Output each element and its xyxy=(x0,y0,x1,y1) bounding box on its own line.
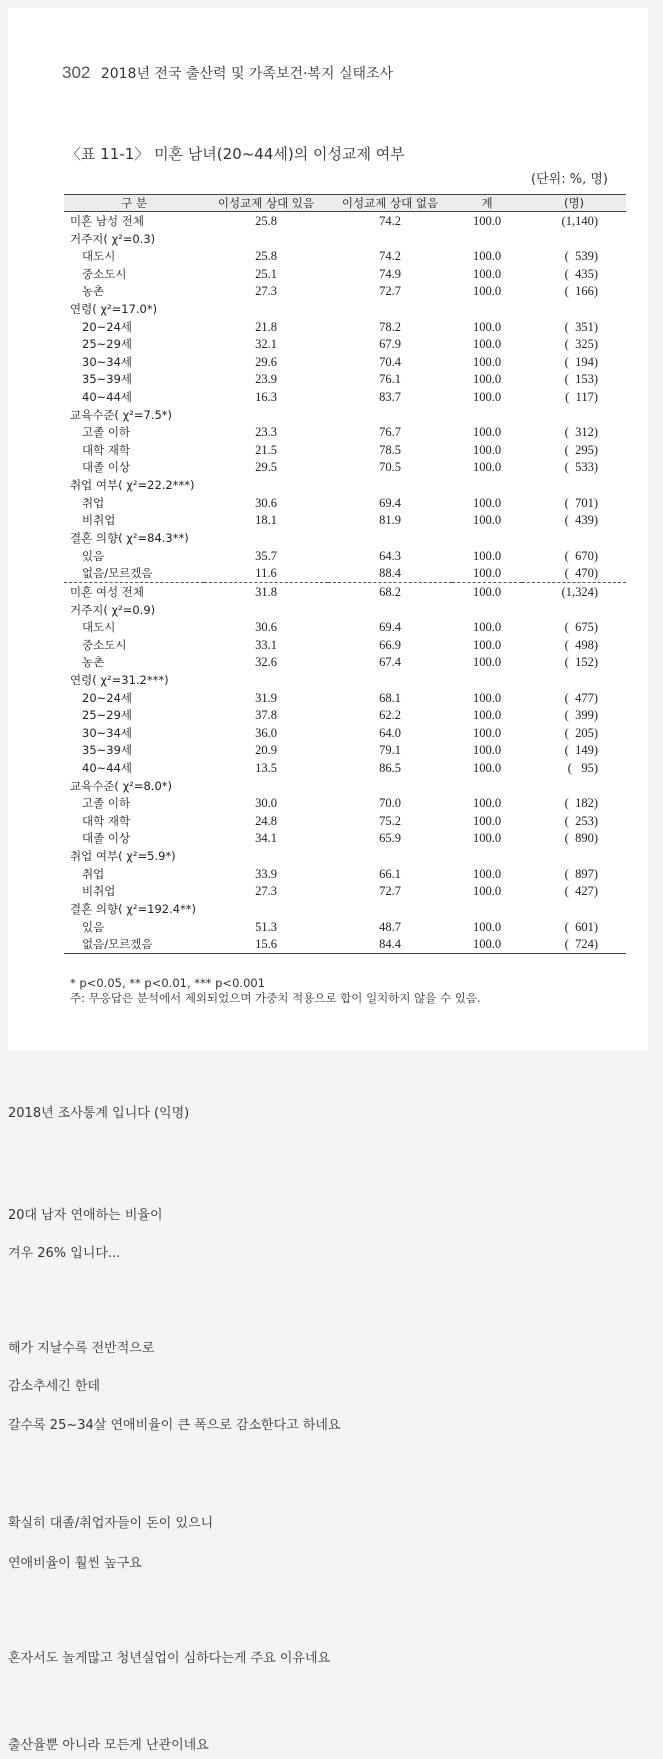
row-label: 30~34세 xyxy=(82,354,133,369)
group-label: 취업 여부( χ²=5.9*) xyxy=(70,849,176,863)
significance-note: * p<0.05, ** p<0.01, *** p<0.001 xyxy=(70,976,266,990)
post-line: 출산율뿐 아니라 모든게 난관이네요 xyxy=(8,1738,209,1753)
without-partner-cell: 79.1 xyxy=(379,743,401,758)
with-partner-cell: 21.5 xyxy=(255,442,277,457)
page-header xyxy=(62,63,393,83)
column-header: 이성교제 상대 없음 xyxy=(328,195,452,212)
column-header: 구 분 xyxy=(64,195,204,212)
with-partner-cell: 31.8 xyxy=(255,584,277,599)
row-label: 대도시 xyxy=(82,249,116,264)
row-label: 대졸 이상 xyxy=(82,831,131,846)
row-label: 35~39세 xyxy=(82,743,133,758)
empty-cell xyxy=(204,476,626,494)
total-cell: 100.0 xyxy=(472,708,502,723)
count-cell: ( 498) xyxy=(564,637,598,652)
row-label: 비취업 xyxy=(82,884,116,899)
table-row xyxy=(64,759,626,777)
count-cell: ( 670) xyxy=(564,548,598,563)
table-row xyxy=(64,689,626,707)
post-line: 확실히 대졸/취업자들이 돈이 있으니 xyxy=(8,1516,214,1531)
without-partner-cell: 72.7 xyxy=(379,884,401,899)
table-body xyxy=(64,212,626,954)
total-cell: 100.0 xyxy=(472,442,502,457)
without-partner-cell: 76.7 xyxy=(379,425,401,440)
without-partner-cell: 78.2 xyxy=(379,319,401,334)
with-partner-cell: 29.5 xyxy=(255,460,277,475)
total-cell: 100.0 xyxy=(472,813,502,828)
group-label: 결혼 의향( χ²=84.3**) xyxy=(70,531,189,545)
table-row xyxy=(64,424,626,442)
total-cell: 100.0 xyxy=(472,460,502,475)
count-cell: ( 149) xyxy=(564,743,598,758)
count-cell: ( 182) xyxy=(564,796,598,811)
table-row xyxy=(64,265,626,283)
table-row xyxy=(64,883,626,901)
total-cell: 100.0 xyxy=(472,866,502,881)
group-label: 거주지( χ²=0.3) xyxy=(70,231,156,246)
row-label: 있음 xyxy=(82,919,105,934)
group-label: 거주지( χ²=0.9) xyxy=(70,602,156,617)
count-cell: ( 166) xyxy=(564,284,598,299)
count-cell: ( 312) xyxy=(564,425,598,440)
total-cell: 100.0 xyxy=(472,690,502,705)
total-cell: 100.0 xyxy=(472,389,502,404)
group-label: 취업 여부( χ²=22.2***) xyxy=(70,478,195,492)
row-label: 대학 재학 xyxy=(82,813,131,828)
empty-cell xyxy=(204,847,626,865)
column-header: 계 xyxy=(452,195,522,212)
with-partner-cell: 33.1 xyxy=(255,637,277,652)
footnote: 주: 무응답은 분석에서 제외되었으며 가중치 적용으로 합이 일치하지 않을 수 있음. xyxy=(70,991,481,1005)
total-cell: 100.0 xyxy=(472,831,502,846)
row-label: 농촌 xyxy=(82,655,105,670)
row-label: 미혼 남성 전체 xyxy=(70,213,144,228)
table-row xyxy=(64,336,626,354)
total-cell: 100.0 xyxy=(472,919,502,934)
count-cell: ( 295) xyxy=(564,442,598,457)
total-cell: 100.0 xyxy=(452,565,522,583)
post-line: 감소추세긴 한데 xyxy=(8,1379,101,1394)
count-cell: ( 152) xyxy=(564,655,598,670)
empty-cell xyxy=(204,671,626,689)
column-header: 이성교제 상대 있음 xyxy=(204,195,328,212)
document-scan xyxy=(8,8,648,1050)
table-row xyxy=(64,476,626,494)
row-label: 25~29세 xyxy=(82,708,133,723)
table-row xyxy=(64,283,626,301)
total-cell: 100.0 xyxy=(452,936,522,954)
without-partner-cell: 88.4 xyxy=(328,565,452,583)
row-label: 25~29세 xyxy=(82,337,133,352)
count-cell: ( 325) xyxy=(564,337,598,352)
row-label: 35~39세 xyxy=(82,372,133,387)
table-row xyxy=(64,565,626,583)
without-partner-cell: 64.0 xyxy=(379,725,401,740)
without-partner-cell: 74.2 xyxy=(379,213,401,228)
with-partner-cell: 51.3 xyxy=(255,919,277,934)
post-line: 갈수록 25~34살 연애비율이 큰 폭으로 감소한다고 하네요 xyxy=(8,1418,341,1433)
count-cell: ( 701) xyxy=(564,495,598,510)
table-header-row xyxy=(64,195,626,212)
row-label: 40~44세 xyxy=(82,760,133,775)
total-cell: 100.0 xyxy=(472,548,502,563)
with-partner-cell: 30.6 xyxy=(255,495,277,510)
count-cell: ( 897) xyxy=(564,866,598,881)
without-partner-cell: 62.2 xyxy=(379,708,401,723)
count-cell: ( 539) xyxy=(564,249,598,264)
row-label: 대학 재학 xyxy=(82,442,131,457)
table-row xyxy=(64,654,626,672)
with-partner-cell: 21.8 xyxy=(255,319,277,334)
data-table xyxy=(64,194,626,954)
table-row xyxy=(64,353,626,371)
without-partner-cell: 68.2 xyxy=(379,584,401,599)
with-partner-cell: 34.1 xyxy=(255,831,277,846)
total-cell: 100.0 xyxy=(472,884,502,899)
count-cell: ( 533) xyxy=(564,460,598,475)
with-partner-cell: 31.9 xyxy=(255,690,277,705)
row-label: 40~44세 xyxy=(82,389,133,404)
table-row xyxy=(64,636,626,654)
with-partner-cell: 24.8 xyxy=(255,813,277,828)
table-row xyxy=(64,601,626,619)
total-cell: 100.0 xyxy=(472,284,502,299)
count-cell: ( 427) xyxy=(564,884,598,899)
empty-cell xyxy=(204,777,626,795)
post-line: 겨우 26% 입니다... xyxy=(8,1246,121,1261)
empty-cell xyxy=(204,406,626,424)
row-label: 취업 xyxy=(82,866,105,881)
total-cell: 100.0 xyxy=(472,337,502,352)
table-row xyxy=(64,494,626,512)
total-cell: 100.0 xyxy=(472,319,502,334)
table-row xyxy=(64,212,626,230)
post-line: 20대 남자 연애하는 비율이 xyxy=(8,1208,163,1223)
table-row xyxy=(64,742,626,760)
total-cell: 100.0 xyxy=(472,425,502,440)
row-label: 20~24세 xyxy=(82,690,133,705)
table-row xyxy=(64,547,626,565)
with-partner-cell: 25.8 xyxy=(255,249,277,264)
count-cell: ( 724) xyxy=(522,936,626,954)
without-partner-cell: 70.4 xyxy=(379,354,401,369)
without-partner-cell: 69.4 xyxy=(379,620,401,635)
row-label: 중소도시 xyxy=(82,637,127,652)
table-row xyxy=(64,512,626,530)
column-header: (명) xyxy=(522,195,626,212)
report-title: 2018년 전국 출산력 및 가족보건·복지 실태조사 xyxy=(100,66,394,82)
without-partner-cell: 68.1 xyxy=(379,690,401,705)
without-partner-cell: 72.7 xyxy=(379,284,401,299)
total-cell: 100.0 xyxy=(472,760,502,775)
total-cell: 100.0 xyxy=(472,513,502,528)
with-partner-cell: 18.1 xyxy=(255,513,277,528)
table-row xyxy=(64,900,626,918)
post-line: 혼자서도 놀게많고 청년실업이 심하다는게 주요 이유네요 xyxy=(8,1651,331,1666)
without-partner-cell: 66.9 xyxy=(379,637,401,652)
total-cell: 100.0 xyxy=(472,743,502,758)
table-row xyxy=(64,371,626,389)
total-cell: 100.0 xyxy=(472,249,502,264)
row-label: 없음/모르겠음 xyxy=(64,565,204,583)
row-label: 30~34세 xyxy=(82,725,133,740)
table-row xyxy=(64,248,626,266)
table-row xyxy=(64,777,626,795)
count-cell: ( 435) xyxy=(564,266,598,281)
row-label: 없음/모르겠음 xyxy=(64,936,204,954)
table-row xyxy=(64,230,626,248)
with-partner-cell: 13.5 xyxy=(255,760,277,775)
without-partner-cell: 69.4 xyxy=(379,495,401,510)
total-cell: 100.0 xyxy=(472,354,502,369)
without-partner-cell: 65.9 xyxy=(379,831,401,846)
count-cell: ( 205) xyxy=(564,725,598,740)
total-cell: 100.0 xyxy=(472,372,502,387)
post-line: 해가 지날수록 전반적으로 xyxy=(8,1341,155,1356)
row-label: 중소도시 xyxy=(82,266,127,281)
empty-cell xyxy=(204,529,626,547)
with-partner-cell: 23.9 xyxy=(255,372,277,387)
count-cell: ( 890) xyxy=(564,831,598,846)
count-cell: ( 194) xyxy=(564,354,598,369)
table-row xyxy=(64,441,626,459)
row-label: 대도시 xyxy=(82,620,116,635)
with-partner-cell: 27.3 xyxy=(255,884,277,899)
row-label: 있음 xyxy=(82,548,105,563)
count-cell: ( 153) xyxy=(564,372,598,387)
with-partner-cell: 15.6 xyxy=(204,936,328,954)
total-cell: 100.0 xyxy=(472,495,502,510)
row-label: 고졸 이하 xyxy=(82,796,131,811)
without-partner-cell: 74.2 xyxy=(379,249,401,264)
group-label: 연령( χ²=17.0*) xyxy=(70,302,158,316)
total-cell: 100.0 xyxy=(472,584,502,599)
table-row xyxy=(64,406,626,424)
row-label: 20~24세 xyxy=(82,319,133,334)
with-partner-cell: 32.6 xyxy=(255,655,277,670)
group-label: 연령( χ²=31.2***) xyxy=(70,673,169,687)
without-partner-cell: 48.7 xyxy=(379,919,401,934)
without-partner-cell: 84.4 xyxy=(328,936,452,954)
without-partner-cell: 83.7 xyxy=(379,389,401,404)
table-row xyxy=(64,300,626,318)
post-line: 2018년 조사통계 입니다 (익명) xyxy=(8,1106,190,1121)
table-row xyxy=(64,795,626,813)
with-partner-cell: 27.3 xyxy=(255,284,277,299)
without-partner-cell: 70.5 xyxy=(379,460,401,475)
table-row xyxy=(64,388,626,406)
without-partner-cell: 67.9 xyxy=(379,337,401,352)
total-cell: 100.0 xyxy=(472,637,502,652)
table-row xyxy=(64,936,626,954)
with-partner-cell: 23.3 xyxy=(255,425,277,440)
total-cell: 100.0 xyxy=(472,266,502,281)
table-row xyxy=(64,865,626,883)
with-partner-cell: 30.6 xyxy=(255,620,277,635)
without-partner-cell: 70.0 xyxy=(379,796,401,811)
row-label: 취업 xyxy=(82,495,105,510)
with-partner-cell: 36.0 xyxy=(255,725,277,740)
with-partner-cell: 16.3 xyxy=(255,389,277,404)
table-row xyxy=(64,619,626,637)
row-label: 비취업 xyxy=(82,513,116,528)
with-partner-cell: 11.6 xyxy=(204,565,328,583)
empty-cell xyxy=(204,900,626,918)
table-row xyxy=(64,847,626,865)
count-cell: ( 399) xyxy=(564,708,598,723)
count-cell: (1,140) xyxy=(561,213,598,228)
table-row xyxy=(64,318,626,336)
without-partner-cell: 78.5 xyxy=(379,442,401,457)
table-row xyxy=(64,812,626,830)
count-cell: ( 253) xyxy=(564,813,598,828)
count-cell: ( 351) xyxy=(564,319,598,334)
table-notes xyxy=(70,976,481,1006)
count-cell: ( 477) xyxy=(564,690,598,705)
with-partner-cell: 35.7 xyxy=(255,548,277,563)
row-label: 농촌 xyxy=(82,284,105,299)
count-cell: ( 601) xyxy=(564,919,598,934)
without-partner-cell: 67.4 xyxy=(379,655,401,670)
count-cell: ( 439) xyxy=(564,513,598,528)
empty-cell xyxy=(204,601,626,619)
with-partner-cell: 25.1 xyxy=(255,266,277,281)
without-partner-cell: 75.2 xyxy=(379,813,401,828)
count-cell: (1,324) xyxy=(561,584,598,599)
total-cell: 100.0 xyxy=(472,725,502,740)
group-label: 교육수준( χ²=8.0*) xyxy=(70,778,172,793)
table-unit: (단위: %, 명) xyxy=(531,172,608,187)
total-cell: 100.0 xyxy=(472,213,502,228)
without-partner-cell: 74.9 xyxy=(379,266,401,281)
post-line: 연애비율이 훨씬 높구요 xyxy=(8,1556,142,1571)
table-row xyxy=(64,830,626,848)
with-partner-cell: 25.8 xyxy=(255,213,277,228)
total-cell: 100.0 xyxy=(472,796,502,811)
table-row xyxy=(64,671,626,689)
page-number: 302 xyxy=(62,63,91,82)
table-row xyxy=(64,529,626,547)
empty-cell xyxy=(204,300,626,318)
table-row xyxy=(64,918,626,936)
with-partner-cell: 29.6 xyxy=(255,354,277,369)
count-cell: ( 95) xyxy=(567,760,598,775)
table-row xyxy=(64,459,626,477)
group-label: 결혼 의향( χ²=192.4**) xyxy=(70,902,197,916)
total-cell: 100.0 xyxy=(472,620,502,635)
empty-cell xyxy=(204,230,626,248)
with-partner-cell: 32.1 xyxy=(255,337,277,352)
row-label: 대졸 이상 xyxy=(82,460,131,475)
count-cell: ( 117) xyxy=(565,389,598,404)
table-row xyxy=(64,724,626,742)
total-cell: 100.0 xyxy=(472,655,502,670)
table-row xyxy=(64,583,626,601)
count-cell: ( 470) xyxy=(522,565,626,583)
without-partner-cell: 81.9 xyxy=(379,513,401,528)
table-row xyxy=(64,707,626,725)
without-partner-cell: 64.3 xyxy=(379,548,401,563)
table-caption: 〈표 11-1〉 미혼 남녀(20~44세)의 이성교제 여부 xyxy=(66,145,405,163)
with-partner-cell: 30.0 xyxy=(255,796,277,811)
without-partner-cell: 66.1 xyxy=(379,866,401,881)
row-label: 고졸 이하 xyxy=(82,425,131,440)
with-partner-cell: 33.9 xyxy=(255,866,277,881)
count-cell: ( 675) xyxy=(564,620,598,635)
group-label: 교육수준( χ²=7.5*) xyxy=(70,407,172,422)
without-partner-cell: 86.5 xyxy=(379,760,401,775)
without-partner-cell: 76.1 xyxy=(379,372,401,387)
with-partner-cell: 20.9 xyxy=(255,743,277,758)
with-partner-cell: 37.8 xyxy=(255,708,277,723)
row-label: 미혼 여성 전체 xyxy=(70,584,144,599)
